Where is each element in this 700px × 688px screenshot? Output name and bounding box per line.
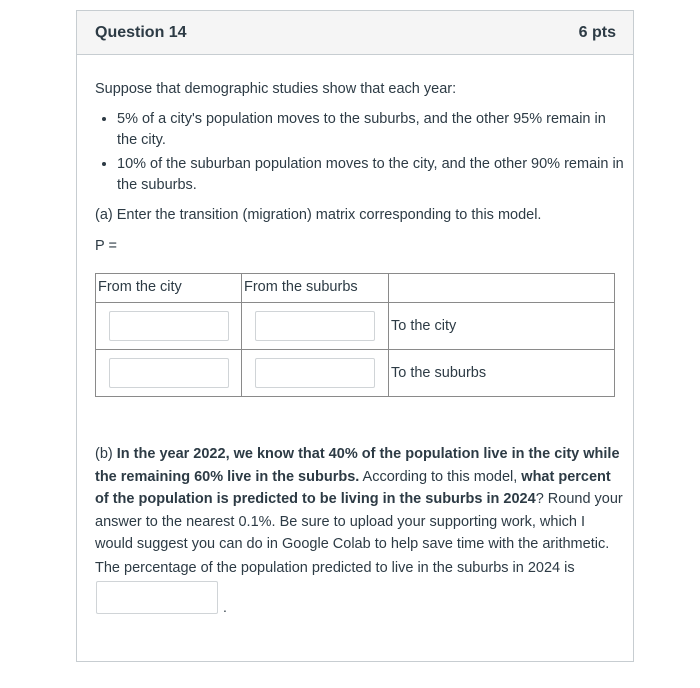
row-label-to-city: To the city	[389, 303, 615, 350]
part-b-bold-given: In the year 2022, we know that 40% of the population live in the city while the remaining 60% live in the suburbs.	[95, 446, 620, 485]
question-body	[95, 79, 625, 258]
row-label-to-suburbs: To the suburbs	[389, 350, 615, 397]
answer-prompt: The percentage of the population predicted to live in the suburbs in 2024 is	[95, 560, 575, 576]
matrix-input-suburbs-suburbs[interactable]	[255, 358, 375, 388]
col-header-from-city: From the city	[96, 274, 242, 303]
answer-input[interactable]	[96, 581, 218, 614]
question-points: 6 pts	[578, 23, 616, 41]
question-card	[76, 10, 634, 662]
bullet-item: • 5% of a city's population moves to the suburbs, and the other 95% remain in the city.	[117, 109, 625, 152]
matrix-input-city-city[interactable]	[109, 311, 229, 341]
intro-text: Suppose that demographic studies show that each year:	[95, 81, 457, 97]
matrix-label: P =	[95, 238, 117, 254]
matrix-input-city-suburbs[interactable]	[109, 358, 229, 388]
transition-matrix-table	[95, 273, 615, 397]
matrix-input-suburbs-city[interactable]	[255, 311, 375, 341]
part-a-text: (a) Enter the transition (migration) matrix corresponding to this model.	[95, 206, 542, 223]
question-header	[77, 11, 633, 55]
part-b-bold-question: what percent of the population is predicted to be living in the suburbs in 2024	[95, 468, 611, 507]
bullet-list	[95, 109, 625, 197]
col-header-from-suburbs: From the suburbs	[242, 274, 389, 303]
question-title: Question 14	[95, 23, 187, 41]
col-header-empty	[389, 274, 615, 303]
part-b-text: (b) In the year 2022, we know that 40% of the population live in the city while the remaining 60% live in the suburbs. According to this model, what percent of the population is predicted to be living in the suburbs in 2024? Round your answer to the nearest 0.1%. Be sure to upload your supporting work, which I would suggest you can do in Google Colab to help save time with the arithmetic.	[95, 446, 623, 552]
answer-period: .	[223, 599, 227, 615]
bullet-item: • 10% of the suburban population moves to the city, and the other 90% remain in the suburbs.	[117, 154, 625, 197]
